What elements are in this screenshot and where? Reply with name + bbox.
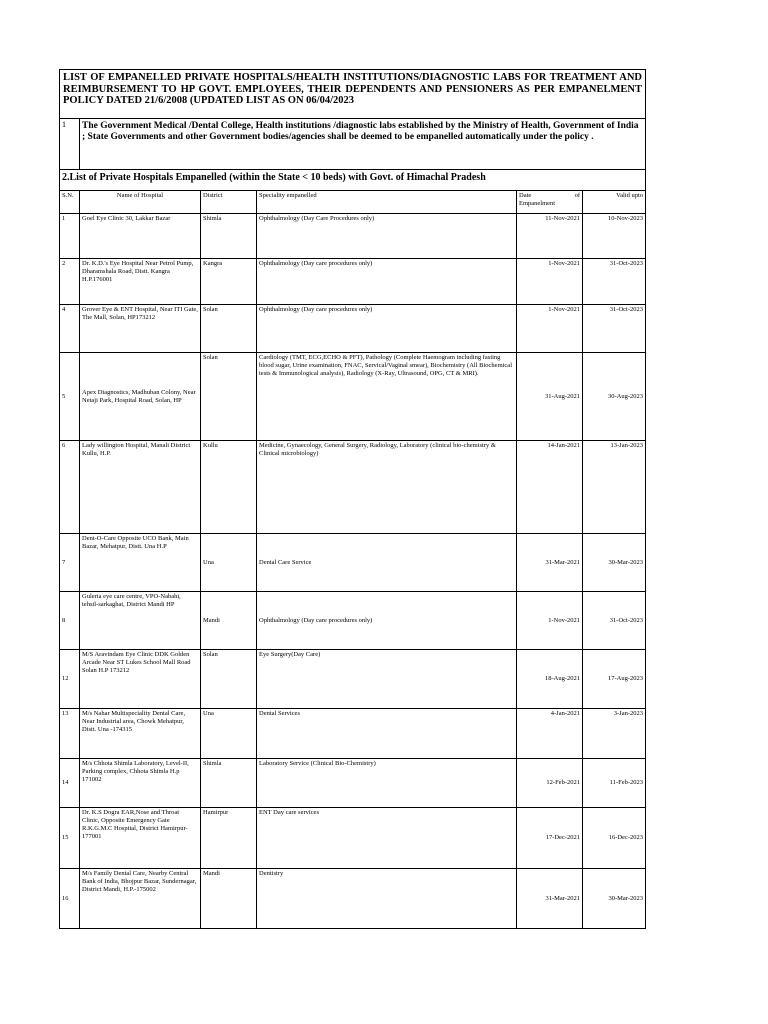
cell-valid-upto: 30-Mar-2023 <box>583 534 646 592</box>
col-header-valid: Valid upto <box>583 191 646 214</box>
cell-specialty: Laboratory Service (Clinical Bio-Chemistry) <box>257 759 517 808</box>
col-header-specialty: Speciality empanelled <box>257 191 517 214</box>
cell-valid-upto: 11-Feb-2023 <box>583 759 646 808</box>
cell-hospital-name: Grover Eye & ENT Hospital, Near ITI Gate, The Mall, Solan, HP173212 <box>80 305 201 353</box>
cell-valid-upto: 31-Oct-2023 <box>583 259 646 305</box>
table-row <box>60 305 646 353</box>
cell-hospital-name: Goel Eye Clinic 30, Lakkar Bazar <box>80 214 201 259</box>
cell-valid-upto: 16-Dec-2023 <box>583 808 646 869</box>
cell-empanelment-date: 18-Aug-2021 <box>517 650 583 709</box>
cell-valid-upto: 17-Aug-2023 <box>583 650 646 709</box>
table-row <box>60 353 646 441</box>
cell-valid-upto: 13-Jan-2023 <box>583 441 646 534</box>
section1-text: The Government Medical /Dental College, Health institutions /diagnostic labs established by the Ministry of Health, Government of India ; State Governments and other Government bodies/agencies shall be deemed to be empanelled automatically under the policy . <box>80 119 646 170</box>
col-header-date-a: Date <box>519 192 532 199</box>
cell-valid-upto: 3-Jan-2023 <box>583 709 646 759</box>
cell-district: Kullu <box>201 441 257 534</box>
cell-sn: 5 <box>60 353 80 441</box>
cell-district: Hamirpur <box>201 808 257 869</box>
table-row <box>60 650 646 709</box>
col-header-date <box>517 191 583 214</box>
col-header-district: District <box>201 191 257 214</box>
cell-sn: 16 <box>60 869 80 929</box>
cell-sn: 13 <box>60 709 80 759</box>
cell-district: Una <box>201 534 257 592</box>
section2-title: 2.List of Private Hospitals Empanelled (within the State < 10 beds) with Govt. of Himachal Pradesh <box>60 170 646 191</box>
cell-hospital-name: Dent-O-Care Opposite UCO Bank, Main Bazar, Mehatpur, Distt. Una H.P <box>80 534 201 592</box>
hospital-rows <box>60 214 646 929</box>
col-header-date-b: of <box>574 192 580 199</box>
cell-district: Una <box>201 709 257 759</box>
cell-specialty: Dental Care Service <box>257 534 517 592</box>
table-row <box>60 441 646 534</box>
cell-empanelment-date: 4-Jan-2021 <box>517 709 583 759</box>
cell-specialty: Ophthalmology (Day Care Procedures only) <box>257 214 517 259</box>
cell-hospital-name: M/s Nahar Multispeciality Dental Care, Near Industrial area, Chowk Mehatpur, Distt. Una -174315 <box>80 709 201 759</box>
cell-sn: 15 <box>60 808 80 869</box>
cell-sn: 1 <box>60 214 80 259</box>
col-header-date-c: Empanelment <box>519 200 556 207</box>
cell-specialty: Dentistry <box>257 869 517 929</box>
cell-specialty: ENT Day care services <box>257 808 517 869</box>
cell-specialty: Medicine, Gynaecology, General Surgery, Radiology, Laboratory (clinical bio-chemistry & Clinical microbiology) <box>257 441 517 534</box>
cell-district: Solan <box>201 650 257 709</box>
cell-valid-upto: 30-Mar-2023 <box>583 869 646 929</box>
table-row <box>60 534 646 592</box>
cell-sn: 7 <box>60 534 80 592</box>
cell-district: Mandi <box>201 592 257 650</box>
cell-valid-upto: 30-Aug-2023 <box>583 353 646 441</box>
cell-empanelment-date: 1-Nov-2021 <box>517 592 583 650</box>
cell-empanelment-date: 31-Aug-2021 <box>517 353 583 441</box>
cell-hospital-name: Lady willington Hospital, Manali District Kullu, H.P. <box>80 441 201 534</box>
cell-sn: 8 <box>60 592 80 650</box>
cell-hospital-name: M/s Family Dental Care, Nearby Central Bank of India, Bhojpur Bazar, Sundernagar, District Mandi, H.P.-175002 <box>80 869 201 929</box>
document-page <box>59 69 645 929</box>
cell-empanelment-date: 1-Nov-2021 <box>517 305 583 353</box>
cell-hospital-name: Dr. K.D.'s Eye Hospital Near Petrol Pump, Dharamshala Road, Distt. Kangra H.P.176001 <box>80 259 201 305</box>
col-header-sn: S.N. <box>60 191 80 214</box>
document-frame <box>59 69 646 929</box>
cell-hospital-name: M/s Chhota Shimla Laboratory, Level-II, Parking complex, Chhota Shimla H.p 171002 <box>80 759 201 808</box>
cell-sn: 14 <box>60 759 80 808</box>
cell-sn: 6 <box>60 441 80 534</box>
cell-specialty: Ophthalmology (Day care procedures only) <box>257 259 517 305</box>
table-row <box>60 759 646 808</box>
section1-number: 1 <box>60 119 80 170</box>
cell-empanelment-date: 1-Nov-2021 <box>517 259 583 305</box>
cell-empanelment-date: 11-Nov-2021 <box>517 214 583 259</box>
table-row <box>60 214 646 259</box>
cell-empanelment-date: 14-Jan-2021 <box>517 441 583 534</box>
table-row <box>60 592 646 650</box>
cell-valid-upto: 10-Nov-2023 <box>583 214 646 259</box>
cell-hospital-name: M/S Aravindam Eye Clinic DDK Golden Arcade Near ST Lukes School Mall Road Solan H.P 173212 <box>80 650 201 709</box>
document-header: LIST OF EMPANELLED PRIVATE HOSPITALS/HEALTH INSTITUTIONS/DIAGNOSTIC LABS FOR TREATMENT AND REIMBURSEMENT TO HP GOVT. EMPLOYEES, THEIR DEPENDENTS AND PENSIONERS AS PER EMPANELMENT POLICY DATED 21/6/2008 (UPDATED LIST AS ON 06/04/2023 <box>60 70 646 119</box>
cell-specialty: Cardiology (TMT, ECG,ECHO & PFT), Pathology (Complete Haemogram including fasting blood sugar, Urine examination, FNAC, Servical/Vaginal smear), Biochemistry (All Biochemical tests & Immunological analysis), Radiology (X-Ray, Ultrasound, OPG, CT & MRI). <box>257 353 517 441</box>
cell-district: Solan <box>201 353 257 441</box>
cell-empanelment-date: 31-Mar-2021 <box>517 869 583 929</box>
table-row <box>60 259 646 305</box>
cell-district: Kangra <box>201 259 257 305</box>
cell-sn: 4 <box>60 305 80 353</box>
cell-sn: 12 <box>60 650 80 709</box>
cell-valid-upto: 31-Oct-2023 <box>583 592 646 650</box>
cell-district: Mandi <box>201 869 257 929</box>
cell-hospital-name: Apex Diagnostics, Madhuban Colony, Near Netaji Park, Hospital Road, Solan, HP <box>80 353 201 441</box>
cell-empanelment-date: 17-Dec-2021 <box>517 808 583 869</box>
cell-specialty: Ophthalmology (Day care procedures only) <box>257 592 517 650</box>
table-row <box>60 709 646 759</box>
cell-hospital-name: Guleria eye care centre, VPO-Nabahi, tehsil-sarkaghat, District Mandi HP <box>80 592 201 650</box>
cell-specialty: Dental Services <box>257 709 517 759</box>
cell-district: Solan <box>201 305 257 353</box>
cell-empanelment-date: 12-Feb-2021 <box>517 759 583 808</box>
column-header-row <box>60 191 646 214</box>
table-row <box>60 808 646 869</box>
cell-district: Shimla <box>201 214 257 259</box>
cell-sn: 2 <box>60 259 80 305</box>
col-header-name: Name of Hospital <box>80 191 201 214</box>
cell-hospital-name: Dr. K.S Dogra EAR,Nose and Throat Clinic, Opposite Emergency Gate R.K.G.M.C Hospital, District Hamirpur-177001 <box>80 808 201 869</box>
table-row <box>60 869 646 929</box>
cell-valid-upto: 31-Oct-2023 <box>583 305 646 353</box>
cell-specialty: Ophthalmology (Day care procedures only) <box>257 305 517 353</box>
cell-empanelment-date: 31-Mar-2021 <box>517 534 583 592</box>
cell-district: Shimla <box>201 759 257 808</box>
cell-specialty: Eye Surgery(Day Care) <box>257 650 517 709</box>
